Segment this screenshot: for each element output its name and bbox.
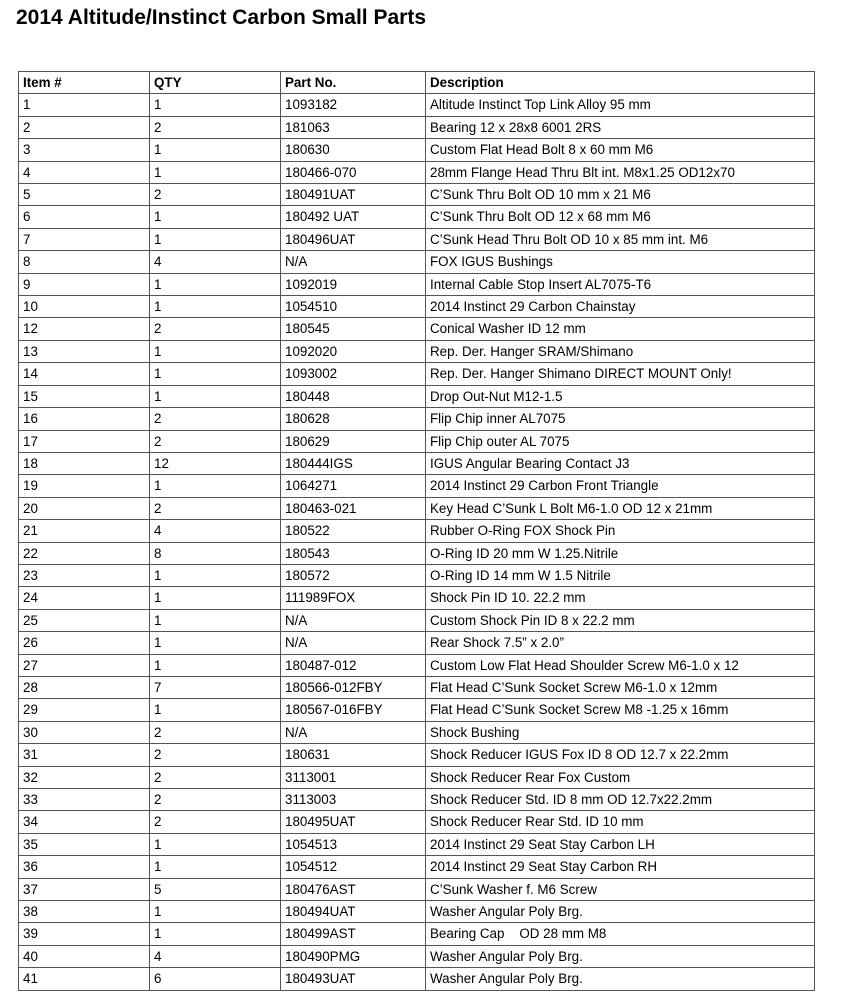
cell-description: C’Sunk Thru Bolt OD 10 mm x 21 M6 (426, 184, 815, 206)
cell-item: 1 (19, 94, 150, 116)
cell-part-no: 1092020 (281, 340, 426, 362)
cell-qty: 4 (150, 520, 281, 542)
cell-item: 6 (19, 206, 150, 228)
cell-description: C’Sunk Washer f. M6 Screw (426, 878, 815, 900)
cell-qty: 2 (150, 430, 281, 452)
cell-description: Washer Angular Poly Brg. (426, 901, 815, 923)
table-row (19, 184, 815, 206)
cell-part-no: 180494UAT (281, 901, 426, 923)
cell-part-no: 180566-012FBY (281, 676, 426, 698)
cell-description: Key Head C’Sunk L Bolt M6-1.0 OD 12 x 21mm (426, 497, 815, 519)
cell-qty: 1 (150, 587, 281, 609)
cell-description: Internal Cable Stop Insert AL7075-T6 (426, 273, 815, 295)
cell-qty: 5 (150, 878, 281, 900)
cell-item: 20 (19, 497, 150, 519)
cell-item: 35 (19, 833, 150, 855)
cell-description: FOX IGUS Bushings (426, 251, 815, 273)
cell-description: Shock Reducer IGUS Fox ID 8 OD 12.7 x 22.2mm (426, 744, 815, 766)
table-row (19, 542, 815, 564)
cell-qty: 1 (150, 206, 281, 228)
cell-part-no: 180493UAT (281, 968, 426, 990)
table-row (19, 116, 815, 138)
cell-part-no: 180543 (281, 542, 426, 564)
table-row (19, 564, 815, 586)
cell-item: 9 (19, 273, 150, 295)
cell-qty: 1 (150, 609, 281, 631)
cell-item: 23 (19, 564, 150, 586)
cell-part-no: 180487-012 (281, 654, 426, 676)
cell-qty: 1 (150, 833, 281, 855)
cell-part-no: 1093182 (281, 94, 426, 116)
table-row (19, 968, 815, 990)
cell-qty: 4 (150, 945, 281, 967)
cell-qty: 1 (150, 901, 281, 923)
cell-item: 26 (19, 632, 150, 654)
cell-description: O-Ring ID 20 mm W 1.25.Nitrile (426, 542, 815, 564)
cell-description: Bearing Cap OD 28 mm M8 (426, 923, 815, 945)
cell-part-no: 111989FOX (281, 587, 426, 609)
cell-part-no: 1054510 (281, 296, 426, 318)
cell-qty: 1 (150, 385, 281, 407)
cell-item: 32 (19, 766, 150, 788)
cell-qty: 7 (150, 676, 281, 698)
cell-item: 19 (19, 475, 150, 497)
cell-qty: 2 (150, 497, 281, 519)
table-body (19, 94, 815, 990)
cell-item: 31 (19, 744, 150, 766)
cell-part-no: 180463-021 (281, 497, 426, 519)
cell-item: 2 (19, 116, 150, 138)
cell-item: 39 (19, 923, 150, 945)
table-row (19, 676, 815, 698)
cell-description: C’Sunk Head Thru Bolt OD 10 x 85 mm int. M6 (426, 228, 815, 250)
cell-part-no: 181063 (281, 116, 426, 138)
table-row (19, 945, 815, 967)
cell-part-no: 180476AST (281, 878, 426, 900)
cell-qty: 2 (150, 766, 281, 788)
cell-description: 2014 Instinct 29 Carbon Chainstay (426, 296, 815, 318)
cell-item: 34 (19, 811, 150, 833)
cell-qty: 2 (150, 744, 281, 766)
cell-description: Bearing 12 x 28x8 6001 2RS (426, 116, 815, 138)
cell-part-no: 180448 (281, 385, 426, 407)
cell-item: 28 (19, 676, 150, 698)
cell-qty: 2 (150, 408, 281, 430)
table-row (19, 856, 815, 878)
cell-description: Flat Head C’Sunk Socket Screw M8 -1.25 x 16mm (426, 699, 815, 721)
cell-qty: 2 (150, 318, 281, 340)
table-row (19, 901, 815, 923)
table-row (19, 766, 815, 788)
cell-part-no: 1054512 (281, 856, 426, 878)
table-row (19, 228, 815, 250)
table-row (19, 363, 815, 385)
cell-part-no: 180567-016FBY (281, 699, 426, 721)
cell-part-no: 3113001 (281, 766, 426, 788)
cell-description: Shock Reducer Rear Std. ID 10 mm (426, 811, 815, 833)
cell-item: 17 (19, 430, 150, 452)
cell-description: Custom Flat Head Bolt 8 x 60 mm M6 (426, 139, 815, 161)
cell-qty: 1 (150, 632, 281, 654)
cell-description: 2014 Instinct 29 Carbon Front Triangle (426, 475, 815, 497)
cell-description: Washer Angular Poly Brg. (426, 968, 815, 990)
cell-part-no: 180545 (281, 318, 426, 340)
cell-qty: 1 (150, 923, 281, 945)
cell-qty: 2 (150, 116, 281, 138)
cell-item: 24 (19, 587, 150, 609)
cell-qty: 1 (150, 296, 281, 318)
cell-description: Altitude Instinct Top Link Alloy 95 mm (426, 94, 815, 116)
table-row (19, 408, 815, 430)
cell-item: 36 (19, 856, 150, 878)
table-row (19, 878, 815, 900)
cell-description: Custom Shock Pin ID 8 x 22.2 mm (426, 609, 815, 631)
cell-qty: 2 (150, 789, 281, 811)
cell-description: 2014 Instinct 29 Seat Stay Carbon LH (426, 833, 815, 855)
table-row (19, 721, 815, 743)
cell-item: 22 (19, 542, 150, 564)
cell-item: 29 (19, 699, 150, 721)
cell-description: Flip Chip inner AL7075 (426, 408, 815, 430)
cell-qty: 8 (150, 542, 281, 564)
table-row (19, 587, 815, 609)
cell-description: O-Ring ID 14 mm W 1.5 Nitrile (426, 564, 815, 586)
cell-item: 30 (19, 721, 150, 743)
cell-item: 18 (19, 452, 150, 474)
cell-qty: 4 (150, 251, 281, 273)
table-row (19, 789, 815, 811)
cell-item: 10 (19, 296, 150, 318)
cell-part-no: 180499AST (281, 923, 426, 945)
table-row (19, 452, 815, 474)
cell-description: Flip Chip outer AL 7075 (426, 430, 815, 452)
cell-part-no: 180630 (281, 139, 426, 161)
cell-qty: 2 (150, 184, 281, 206)
cell-part-no: N/A (281, 632, 426, 654)
cell-qty: 1 (150, 363, 281, 385)
table-row (19, 609, 815, 631)
cell-part-no: 180628 (281, 408, 426, 430)
table-row (19, 385, 815, 407)
cell-qty: 2 (150, 721, 281, 743)
cell-part-no: 180522 (281, 520, 426, 542)
cell-description: IGUS Angular Bearing Contact J3 (426, 452, 815, 474)
cell-qty: 1 (150, 856, 281, 878)
cell-part-no: 1092019 (281, 273, 426, 295)
table-row (19, 273, 815, 295)
table-row (19, 139, 815, 161)
cell-part-no: 1054513 (281, 833, 426, 855)
column-header-item: Item # (19, 72, 150, 94)
cell-qty: 1 (150, 94, 281, 116)
table-row (19, 833, 815, 855)
table-row (19, 654, 815, 676)
cell-item: 41 (19, 968, 150, 990)
table-row (19, 340, 815, 362)
table-row (19, 520, 815, 542)
cell-item: 12 (19, 318, 150, 340)
table-row (19, 699, 815, 721)
cell-item: 38 (19, 901, 150, 923)
cell-part-no: 180496UAT (281, 228, 426, 250)
cell-description: Rep. Der. Hanger SRAM/Shimano (426, 340, 815, 362)
cell-description: 2014 Instinct 29 Seat Stay Carbon RH (426, 856, 815, 878)
cell-description: Conical Washer ID 12 mm (426, 318, 815, 340)
cell-part-no: 180466-070 (281, 161, 426, 183)
cell-qty: 12 (150, 452, 281, 474)
table-row (19, 744, 815, 766)
cell-qty: 1 (150, 273, 281, 295)
cell-qty: 1 (150, 139, 281, 161)
cell-part-no: N/A (281, 251, 426, 273)
column-header-description: Description (426, 72, 815, 94)
cell-part-no: 180629 (281, 430, 426, 452)
table-row (19, 94, 815, 116)
cell-part-no: 180631 (281, 744, 426, 766)
cell-item: 33 (19, 789, 150, 811)
cell-qty: 1 (150, 654, 281, 676)
cell-description: Shock Pin ID 10. 22.2 mm (426, 587, 815, 609)
cell-part-no: N/A (281, 721, 426, 743)
cell-part-no: 180491UAT (281, 184, 426, 206)
cell-item: 14 (19, 363, 150, 385)
cell-part-no: 1064271 (281, 475, 426, 497)
parts-table (18, 71, 815, 991)
cell-description: Flat Head C’Sunk Socket Screw M6-1.0 x 12mm (426, 676, 815, 698)
cell-part-no: 3113003 (281, 789, 426, 811)
cell-item: 40 (19, 945, 150, 967)
table-row (19, 251, 815, 273)
table-row (19, 475, 815, 497)
column-header-qty: QTY (150, 72, 281, 94)
cell-qty: 1 (150, 340, 281, 362)
cell-description: Custom Low Flat Head Shoulder Screw M6-1.0 x 12 (426, 654, 815, 676)
cell-qty: 6 (150, 968, 281, 990)
cell-description: Rear Shock 7.5” x 2.0” (426, 632, 815, 654)
cell-qty: 1 (150, 475, 281, 497)
cell-item: 13 (19, 340, 150, 362)
cell-qty: 2 (150, 811, 281, 833)
page-title: 2014 Altitude/Instinct Carbon Small Parts (16, 6, 426, 29)
cell-item: 16 (19, 408, 150, 430)
table-row (19, 430, 815, 452)
cell-part-no: 1093002 (281, 363, 426, 385)
cell-qty: 1 (150, 161, 281, 183)
cell-item: 5 (19, 184, 150, 206)
table-row (19, 161, 815, 183)
cell-part-no: 180444IGS (281, 452, 426, 474)
table-row (19, 296, 815, 318)
cell-description: Rep. Der. Hanger Shimano DIRECT MOUNT Only! (426, 363, 815, 385)
cell-description: Shock Reducer Rear Fox Custom (426, 766, 815, 788)
cell-item: 3 (19, 139, 150, 161)
column-header-part-no: Part No. (281, 72, 426, 94)
cell-description: Shock Reducer Std. ID 8 mm OD 12.7x22.2mm (426, 789, 815, 811)
cell-description: Washer Angular Poly Brg. (426, 945, 815, 967)
cell-description: C’Sunk Thru Bolt OD 12 x 68 mm M6 (426, 206, 815, 228)
table-row (19, 923, 815, 945)
table-header-row (19, 72, 815, 94)
table-row (19, 497, 815, 519)
cell-part-no: 180490PMG (281, 945, 426, 967)
table-row (19, 632, 815, 654)
cell-part-no: 180492 UAT (281, 206, 426, 228)
table-row (19, 811, 815, 833)
cell-item: 8 (19, 251, 150, 273)
cell-item: 21 (19, 520, 150, 542)
cell-item: 15 (19, 385, 150, 407)
cell-part-no: N/A (281, 609, 426, 631)
cell-item: 7 (19, 228, 150, 250)
cell-part-no: 180495UAT (281, 811, 426, 833)
cell-item: 4 (19, 161, 150, 183)
cell-item: 37 (19, 878, 150, 900)
cell-description: Drop Out-Nut M12-1.5 (426, 385, 815, 407)
cell-item: 25 (19, 609, 150, 631)
cell-description: Shock Bushing (426, 721, 815, 743)
cell-qty: 1 (150, 564, 281, 586)
cell-description: Rubber O-Ring FOX Shock Pin (426, 520, 815, 542)
cell-qty: 1 (150, 228, 281, 250)
cell-qty: 1 (150, 699, 281, 721)
cell-item: 27 (19, 654, 150, 676)
table-row (19, 206, 815, 228)
cell-description: 28mm Flange Head Thru Blt int. M8x1.25 OD12x70 (426, 161, 815, 183)
table-row (19, 318, 815, 340)
cell-part-no: 180572 (281, 564, 426, 586)
